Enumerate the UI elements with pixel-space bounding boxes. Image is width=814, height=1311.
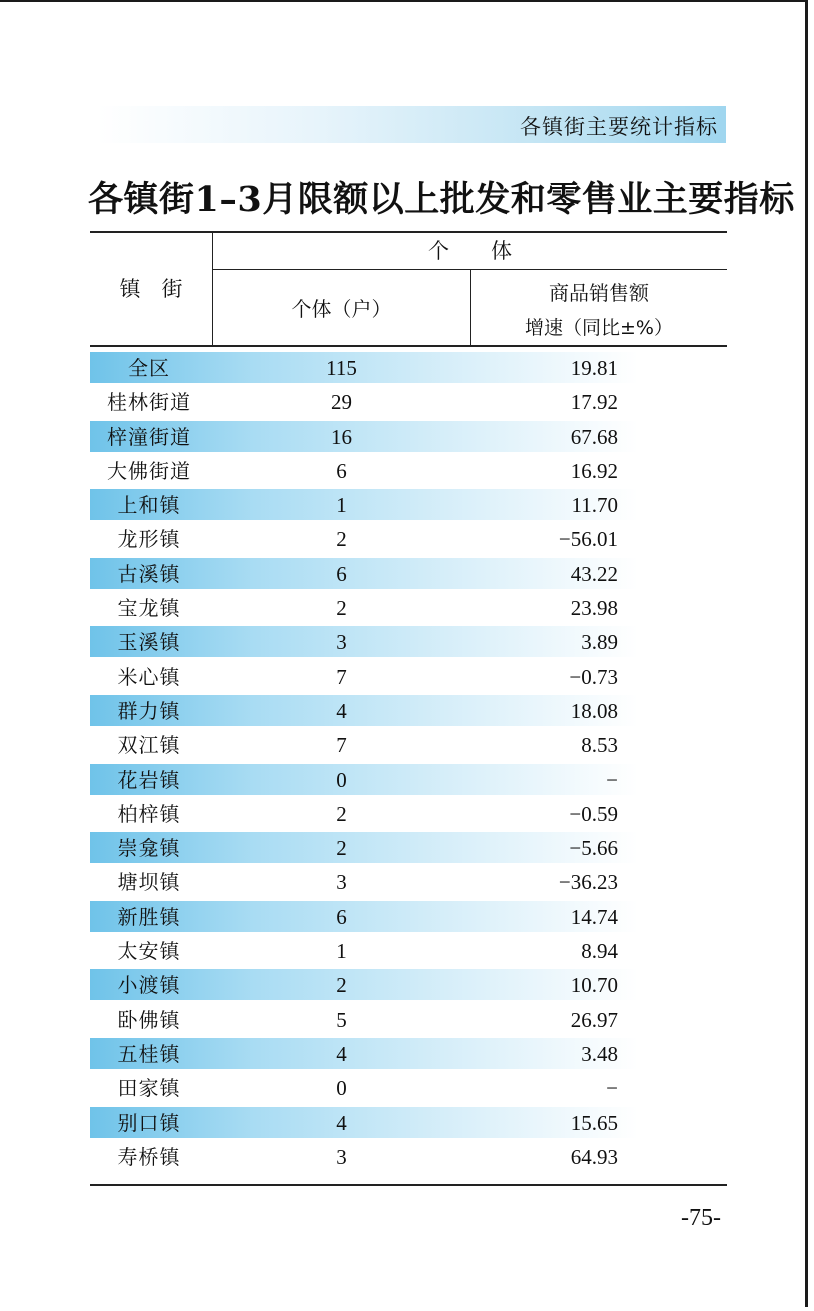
town-name: 田家镇 (117, 1076, 181, 1101)
household-count: 2 (336, 596, 347, 621)
table-body (90, 351, 727, 1174)
table-row (90, 934, 727, 968)
table-row (90, 831, 727, 865)
table-row (90, 522, 727, 556)
town-name: 宝龙镇 (117, 596, 181, 621)
sales-growth: 8.53 (581, 733, 618, 758)
town-name: 双江镇 (117, 733, 181, 758)
household-count: 2 (336, 973, 347, 998)
sales-growth: −56.01 (558, 527, 618, 552)
household-count: 4 (336, 698, 347, 723)
town-name: 别口镇 (117, 1110, 181, 1135)
household-count: 7 (336, 733, 347, 758)
page-number: -75- (681, 1205, 721, 1231)
household-count: 1 (336, 939, 347, 964)
sales-growth: − (606, 767, 618, 792)
table-row (90, 968, 727, 1002)
household-count: 29 (331, 390, 352, 415)
table-row (90, 420, 727, 454)
sales-growth: −36.23 (558, 870, 618, 895)
sales-growth: 11.70 (571, 493, 618, 518)
town-name: 古溪镇 (117, 561, 181, 586)
household-count: 3 (336, 630, 347, 655)
sales-growth: 64.93 (570, 1144, 618, 1169)
table-row (90, 728, 727, 762)
table-row (90, 454, 727, 488)
town-name: 小渡镇 (117, 973, 181, 998)
household-count: 7 (336, 664, 347, 689)
town-name: 卧佛镇 (117, 1007, 181, 1032)
table-row (90, 1106, 727, 1140)
header-sales-line1: 商品销售额 (549, 281, 649, 305)
table-row (90, 591, 727, 625)
table-row (90, 351, 727, 385)
household-count: 4 (336, 1041, 347, 1066)
town-name: 花岩镇 (117, 767, 181, 792)
sales-growth: 3.89 (581, 630, 618, 655)
household-count: 3 (336, 1144, 347, 1169)
table-row (90, 763, 727, 797)
table-row (90, 694, 727, 728)
table-row (90, 900, 727, 934)
table-row (90, 1003, 727, 1037)
town-name: 太安镇 (117, 939, 181, 964)
table-row (90, 625, 727, 659)
household-count: 2 (336, 801, 347, 826)
sales-growth: 19.81 (570, 356, 618, 380)
sales-growth: 17.92 (570, 390, 618, 415)
town-name: 桂林街道 (107, 390, 191, 415)
table-row (90, 797, 727, 831)
town-name: 五桂镇 (117, 1041, 181, 1066)
household-count: 4 (336, 1110, 347, 1135)
town-name: 上和镇 (117, 493, 181, 518)
household-count: 6 (336, 561, 347, 586)
town-name: 大佛街道 (107, 458, 191, 483)
sales-growth: 10.70 (570, 973, 618, 998)
town-name: 崇龛镇 (117, 836, 181, 861)
table-bottom-rule (90, 1184, 727, 1186)
town-name: 米心镇 (117, 664, 181, 689)
sales-growth: 23.98 (570, 596, 618, 621)
sales-growth: −0.59 (569, 801, 618, 826)
household-count: 2 (336, 527, 347, 552)
sales-growth: 26.97 (570, 1007, 618, 1032)
table-row (90, 1037, 727, 1071)
sales-growth: 16.92 (570, 458, 618, 483)
town-name: 新胜镇 (117, 904, 181, 929)
table-row (90, 385, 727, 419)
household-count: 0 (336, 767, 347, 792)
household-count: 0 (336, 1076, 347, 1101)
sales-growth: 14.74 (570, 904, 618, 929)
running-header-band (97, 106, 726, 143)
household-count: 16 (331, 424, 352, 449)
table-row (90, 488, 727, 522)
household-count: 5 (336, 1007, 347, 1032)
town-name: 寿桥镇 (117, 1144, 181, 1169)
town-name: 龙形镇 (117, 527, 181, 552)
town-name: 柏梓镇 (117, 801, 181, 826)
page-title: 各镇街1–3月限额以上批发和零售业主要指标 (88, 179, 795, 220)
household-count: 115 (326, 356, 357, 380)
town-name: 塘坝镇 (117, 870, 181, 895)
header-bottom-rule (90, 345, 727, 347)
sales-growth: −0.73 (569, 664, 618, 689)
household-count: 6 (336, 458, 347, 483)
table-row (90, 1071, 727, 1105)
household-count: 1 (336, 493, 347, 518)
household-count: 6 (336, 904, 347, 929)
header-town: 镇 街 (119, 277, 183, 301)
running-header: 各镇街主要统计指标 (520, 115, 718, 139)
table-row (90, 1140, 727, 1174)
header-group: 个 体 (428, 239, 512, 263)
sales-growth: 15.65 (570, 1110, 618, 1135)
table-row (90, 660, 727, 694)
table-top-rule (90, 231, 727, 233)
town-name: 群力镇 (117, 698, 181, 723)
sales-growth: − (606, 1076, 618, 1101)
household-count: 3 (336, 870, 347, 895)
header-count: 个体（户） (291, 297, 392, 321)
header-sales-line2: 增速（同比±%） (525, 317, 673, 339)
town-name: 玉溪镇 (117, 630, 181, 655)
sales-growth: 43.22 (570, 561, 618, 586)
sales-growth: 67.68 (570, 424, 618, 449)
town-name: 梓潼街道 (107, 424, 191, 449)
town-name: 全区 (128, 356, 170, 380)
table-row (90, 865, 727, 899)
sales-growth: −5.66 (569, 836, 618, 861)
table-row (90, 557, 727, 591)
sales-growth: 3.48 (581, 1041, 618, 1066)
sales-growth: 18.08 (570, 698, 618, 723)
sales-growth: 8.94 (581, 939, 618, 964)
household-count: 2 (336, 836, 347, 861)
